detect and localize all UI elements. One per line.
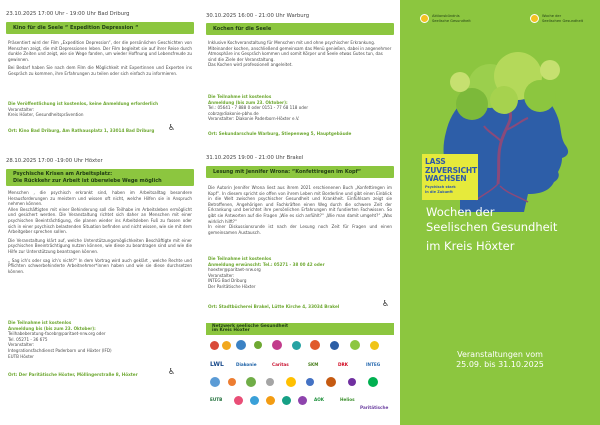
foliage: [456, 88, 488, 120]
event-dateline: 28.10.2025 17:00 -19:00 Uhr Höxter: [6, 158, 103, 164]
foliage: [450, 72, 470, 92]
contact-line: Integrationsfachdienst Paderborn und Höxter (IFD): [8, 347, 112, 353]
contact-line: cobrz@diakonie-pbhx.de: [208, 110, 259, 116]
network-header: [206, 323, 394, 335]
partner-logo-mark: [236, 340, 246, 350]
cover-dates-line: 25.09. bis 31.10.2025: [456, 360, 544, 369]
logo-text: Seelischen Gesundheit: [542, 18, 584, 23]
partner-logo-mark: [286, 377, 296, 387]
signup-note: Anmeldung erwünscht: Tel.: 05271 - 38 00 42 oder: [208, 261, 325, 267]
event-title: Psychische Krisen am Arbeitsplatz:: [13, 171, 113, 177]
event-paragraph: Menschen , die psychisch erkrankt sind, haben im Arbeitsalltag besondere Herausforderungen zu meistern und wissen oft nicht, welche Hilfen sie in Anspruch nehmen können.: [8, 190, 192, 207]
cover-title: [426, 205, 557, 235]
signup-note: Die Teilnahme ist kostenlos: [208, 94, 272, 99]
organizer: Kreis Höxter, Gesundheitsprävention: [8, 112, 84, 118]
event-description: [208, 185, 392, 235]
partner-logo-mark: [370, 341, 379, 350]
partner-logo-mark: [222, 341, 231, 350]
event-paragraph: Die Veranstaltung klärt auf, welche Unterstützungsmöglichkeiten Beschäftigte mit einer psychischen Beeinträchtigung nutzen können, wie diese zu beantragen sind und wie die Hilfe zur Unterstützung beantragen können.: [8, 237, 192, 254]
partner-logo: Diakonie: [236, 362, 257, 367]
event-title-box: [206, 23, 394, 35]
partner-logo: DRK: [338, 362, 348, 367]
sun-logo-icon: [420, 14, 429, 23]
event-paragraph: In einer Diskussionsrunde ist nach der Lesung noch Zeit für Fragen und einen gemeinsamen Austausch.: [208, 224, 392, 235]
partner-logo-mark: [246, 377, 256, 387]
wheelchair-icon: ♿: [382, 299, 390, 308]
partner-logo: LWL: [210, 361, 224, 368]
network-title: Netzwerk seelische Gesundheit: [212, 323, 289, 329]
partner-logo-mark: [228, 378, 236, 386]
contact-line: Teilhabeberatung-facebr@paritaet-nrw.org oder: [8, 331, 106, 337]
logo-text: Woche der: [542, 14, 562, 19]
event-location: Ort: Stadtbücherei Brakel, Lütte Kirche 4, 33034 Brakel: [208, 304, 340, 309]
partner-logo-mark: [310, 340, 320, 350]
motto-line: LASS ZUVERSICHT: [425, 157, 477, 175]
motto-line: WACHSEN: [425, 174, 467, 184]
event-paragraph: Inklusive Kochveranstaltung für Menschen mit und ohne psychischer Erkrankung.: [208, 40, 376, 45]
contact-line: Veranstalter: Diakonie Paderborn-Höxter e.V.: [208, 116, 300, 122]
contact-line: Veranstalter:: [8, 342, 35, 348]
signup-note: Die Teilnahme ist kostenlos: [8, 320, 72, 325]
contact-line: Tel.: 05641 - 7 888 0 oder 0151 - 77 68 118 oder: [208, 105, 309, 111]
free-note: Die Veröffentlichung ist kostenlos, keine Anmeldung erforderlich: [8, 101, 159, 106]
event-paragraph: Das Kochen wird professionell angeleitet.: [208, 62, 293, 68]
partner-logo: AOK: [314, 397, 325, 402]
event-paragraph: Die Autorin Jennifer Wrona liest aus ihrem 2021 erschienenen Buch „Konfettiregen im Kopf“. In diesem spricht sie offen von ihrem Leben mit Borderline und gibt einen Einblick in die Welt zwischen psychischer Gesundheit und Krankheit. Einfühlsam zeigt sie Betroffenen, Angehörigen und Fachkräften einen Weg durch die schwere Zeit der Erkrankung und berichtet ihre persönlichen Erfahrungen mit fundierten Fachwissen. So gibt sie Antworten auf die Fragen „Wie es sich anfühlt?“ „Wie man damit umgeht?“ „Was wirklich hilft?“: [208, 185, 392, 224]
event-title-box: [206, 166, 394, 178]
panel-left: [0, 0, 200, 425]
event-description: [8, 40, 192, 77]
organizer-label: Veranstalter:: [8, 106, 35, 112]
event-dateline: 30.10.2025 16:00 - 21:00 Uhr Warburg: [206, 13, 310, 19]
contact-line: Der Paritätische Höxter: [208, 283, 256, 289]
cover-title-line: Seelischen Gesundheit: [426, 220, 558, 234]
contact-line: INTEG Bad Driburg: [208, 278, 247, 284]
cover-dates: [400, 350, 600, 370]
foliage: [490, 86, 518, 114]
partner-logo: INTEG: [366, 362, 381, 367]
signup-note: Die Teilnahme ist kostenlos: [208, 256, 272, 261]
event-location: Ort: Der Paritätische Höxter, Möllingerstraße 8, Höxter: [8, 372, 138, 377]
partner-logo-mark: [292, 341, 301, 350]
cover-logos: [400, 8, 600, 36]
partner-logo-mark: [210, 341, 219, 350]
event-paragraph: Bei Bedarf haben Sie nach dem Film die Möglichkeit mit Expertinnen und Experten ins Gespräch zu kommen, ihre Erfahrungen zu teilen oder sich einfach zu informieren.: [8, 65, 192, 76]
partner-network: [206, 323, 394, 420]
partner-logo: EUTB: [210, 397, 223, 402]
event-paragraph: Miteinander kochen, anschließend gemeinsam das Menü genießen, dabei in angenehmer Atmosphäre ins Gespräch kommen und somit Körper und Seele etwas Gutes tun, das sind die Ziele der Veranstaltung.: [208, 45, 392, 62]
contact-line: hoexter@paritaet-nrw.org: [208, 267, 261, 273]
contact-line: Veranstalter:: [208, 272, 235, 278]
partner-logo-mark: [282, 396, 291, 405]
event-title: Lesung mit Jennifer Wrona: “Konfettiregen im Kopf“: [213, 169, 362, 175]
cover-title-line: Wochen der: [426, 205, 495, 219]
partner-logo-mark: [306, 378, 314, 386]
partner-logo-mark: [234, 396, 243, 405]
partner-logo-mark: [266, 378, 274, 386]
event-description: [208, 40, 392, 68]
event-paragraph: Präsentiert wird der Film „Expedition Depression“, der die persönlichen Geschichten von Menschen zeigt, die mit Depressionen leben. Der Film begleitet sie auf ihrer Reise durch dunkle Zeiten und zeigt, wie sie Wege fanden, um wieder Hoffnung und Lebensfreude zu gewinnen.: [8, 40, 192, 62]
wheelchair-icon: ♿: [168, 123, 176, 132]
partner-logo-mark: [250, 396, 259, 405]
partner-logo-mark: [348, 378, 356, 386]
logo-text: Seelische Gesundheit: [432, 18, 471, 23]
event-location: Ort: Kino Bad Driburg, Am Rathausplatz 1, 33014 Bad Driburg: [8, 128, 155, 133]
logo-text: Aktionsbündnis: [432, 14, 460, 19]
network-subtitle: im Kreis Höxter: [212, 328, 250, 334]
partner-logo-mark: [298, 396, 307, 405]
signup-note: Anmeldung (bis zum 23. Oktober):: [208, 99, 288, 105]
event-title: Kino für die Seele “ Expedition Depression “: [13, 25, 139, 31]
partner-logo-mark: [254, 341, 262, 349]
wheelchair-icon: ♿: [168, 367, 176, 376]
event-dateline: 23.10.2025 17:00 Uhr - 19:00 Uhr Bad Driburg: [6, 11, 130, 17]
partner-logo: SKM: [308, 362, 319, 367]
signup-note: Anmeldung bis (bis zum 23. Oktober):: [8, 325, 96, 331]
partner-logo-mark: [210, 377, 220, 387]
cover-dates-line: Veranstaltungen vom: [457, 350, 543, 359]
partner-logo-mark: [326, 377, 336, 387]
event-meta: [208, 256, 392, 290]
sun-logo-icon: [530, 14, 539, 23]
event-title: Die Rückkehr zur Arbeit ist überwiebe Wege möglich: [13, 177, 162, 184]
partner-logo-mark: [368, 377, 378, 387]
event-meta: [8, 320, 192, 359]
logo-aktionsbuendnis: [420, 14, 471, 23]
partner-logo-mark: [350, 340, 360, 350]
foliage: [540, 60, 560, 80]
partner-logo: Paritätische: [360, 405, 389, 410]
cover-region: im Kreis Höxter: [426, 239, 515, 253]
event-location: Ort: Sekundarschule Warburg, Stiepenweg 5, Hauptgebäude: [208, 131, 352, 136]
foliage: [524, 80, 556, 112]
motto-sub: Psychisch stark: [425, 184, 456, 189]
event-paragraph: Allen Beschäftigten mit einer Behinderung soll die Teilhabe im Arbeitsleben ermöglicht und gesichert werden. Die Veranstaltung richtet sich daher an Menschen mit einer psychischen Beeinträchtigung, die planen wieder ins Arbeitsleben Fuß zu fassen oder sich in einer psychisch belastenden Situation befinden und nicht wissen, wie sie mit dem Arbeitgeber sprechen sollen.: [8, 206, 192, 235]
logo-woche: [530, 14, 583, 23]
event-title-box: [6, 22, 194, 34]
motto-badge: [422, 154, 478, 200]
panel-middle: [200, 0, 400, 425]
motto-sub: in die Zukunft: [425, 189, 453, 194]
partner-logo-mark: [330, 341, 339, 350]
partner-logo: Helios: [340, 397, 355, 402]
event-paragraph: „ Sag ich's oder sag ich's nicht?“ In dem Vortrag wird auch geklärt , welche Rechte und Pflichten schwerbehinderte Arbeitnehmer*innen haben und wie sie diese durchsetzen können.: [8, 257, 192, 274]
partner-logo-mark: [266, 396, 275, 405]
event-meta: [8, 101, 192, 118]
partner-logo: Caritas: [272, 362, 289, 367]
contact-line: Tel. 05271 - 36 675: [8, 336, 48, 342]
event-meta: [208, 94, 392, 122]
event-dateline: 31.10.2025 19:00 - 21:00 Uhr Brakel: [206, 155, 304, 161]
partner-logo-mark: [272, 340, 282, 350]
contact-line: EUTB Höxter: [8, 353, 34, 359]
event-title-box: [6, 169, 194, 186]
event-title: Kochen für die Seele: [213, 26, 272, 32]
event-description: [8, 190, 192, 274]
